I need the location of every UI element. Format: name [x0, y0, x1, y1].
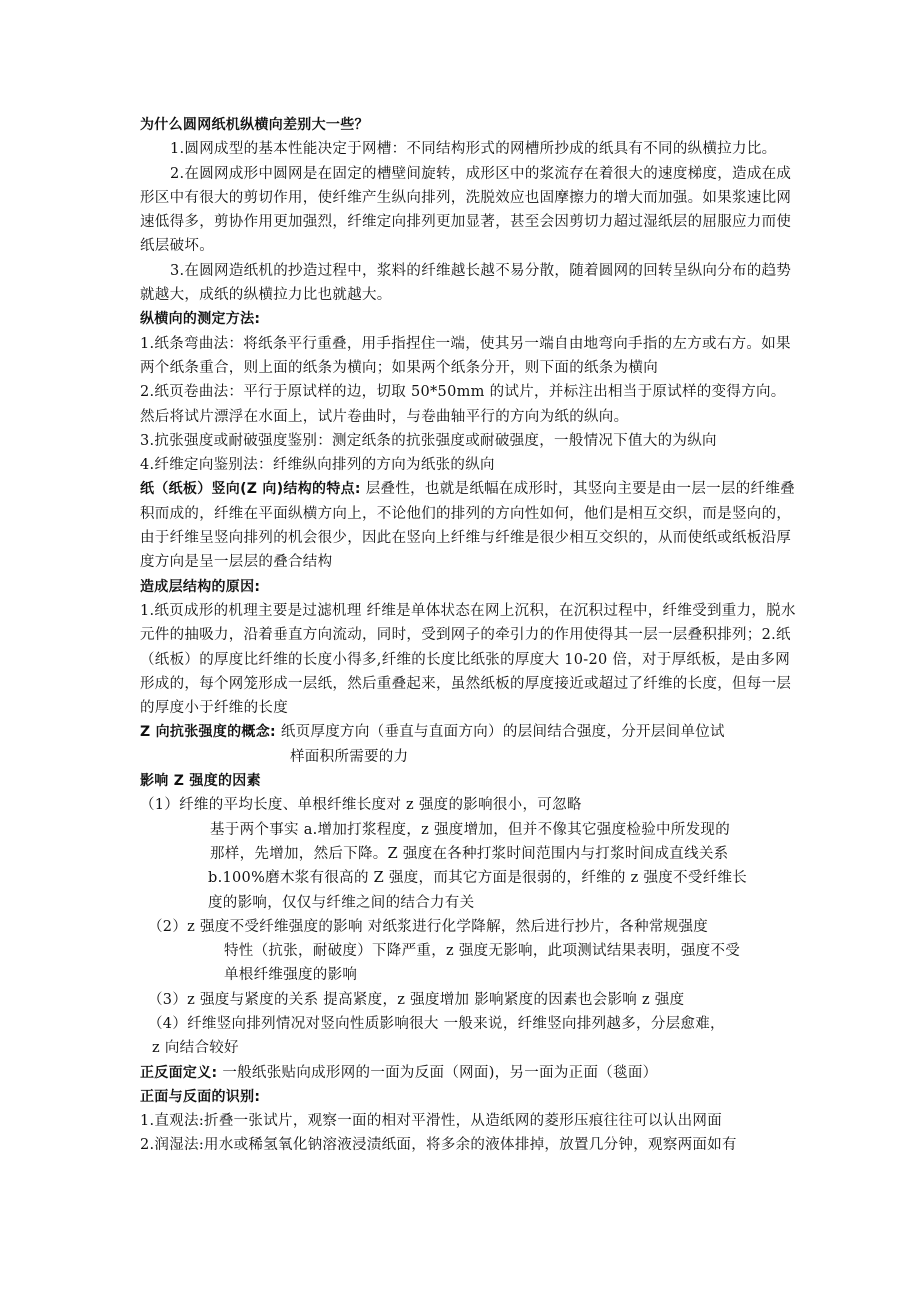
z-structure-paragraph — [140, 477, 800, 574]
doc-title: 为什么圆网纸机纵横向差别大一些？ — [140, 117, 369, 133]
identify-2: 2.润湿法:用水或稀氢氧化钠溶液浸渍纸面，将多余的液体排掉，放置几分钟，观察两面如有 — [140, 1137, 737, 1154]
z-tensile-paragraph — [140, 720, 800, 744]
method-3: 3.抗张强度或耐破强度鉴别：测定纸条的抗张强度或耐破强度，一般情况下值大的为纵向 — [140, 432, 717, 449]
factor-1-a-cont: 那样，先增加，然后下降。Z 强度在各种打浆时间范围内与打浆时间成直线关系 — [210, 845, 729, 862]
method-heading: 纵横向的测定方法: — [140, 311, 261, 328]
layer-heading: 造成层结构的原因: — [140, 578, 261, 595]
layer-text: 1.纸页成形的机理主要是过滤机理 纤维是单体状态在网上沉积，在沉积过程中，纤维受到重力，脱水元件的抽吸力，沿着垂直方向流动，同时，受到网子的牵引力的作用使得其一层一层叠积排列；2.纸（纸板）的厚度比纤维的长度小得多,纤维的长度比纸张的厚度大 10-20 倍，对于厚纸板，是由多网形成的，每个网笼形成一层纸，然后重叠起来，虽然纸板的厚度接近或超过了纤维的长度，但每一层的厚度小于纤维的长度 — [140, 602, 796, 717]
identify-1: 1.直观法:折叠一张试片，观察一面的相对平滑性，从造纸网的菱形压痕往往可以认出网面 — [140, 1113, 723, 1130]
factor-4: （4）纤维竖向排列情况对竖向性质影响很大 一般来说，纤维竖向排列越多，分层愈难， — [148, 1015, 725, 1032]
z-structure-label: 纸（纸板）竖向(Z 向)结构的特点: — [140, 481, 361, 498]
z-structure-text: 层叠性，也就是纸幅在成形时，其竖向主要是由一层一层的纤维叠积而成的，纤维在平面纵横方向上，不论他们的排列的方向性如何，他们是相互交织，而是竖向的，由于纤维呈竖向排列的机会很少，因此在竖向上纤维与纤维是很少相互交织的，从而使纸或纸板沿厚度方向是呈一层层的叠合结构 — [140, 481, 795, 571]
side-definition-paragraph — [140, 1061, 800, 1085]
factor-2-cont: 特性（抗张，耐破度）下降严重，z 强度无影响，此项测试结果表明，强度不受 — [224, 943, 741, 960]
factor-1: （1）纤维的平均长度、单根纤维长度对 z 强度的影响很小，可忽略 — [140, 797, 582, 814]
factor-1-a: 基于两个事实 a.增加打浆程度，z 强度增加，但并不像其它强度检验中所发现的 — [210, 821, 731, 838]
reason-3: 3.在圆网造纸机的抄造过程中，浆料的纤维越长越不易分散，随着圆网的回转呈纵向分布的趋势就越大，成纸的纵横拉力比也就越大。 — [140, 262, 792, 304]
factor-1-b: b.100%磨木浆有很高的 Z 强度，而其它方面是很弱的，纤维的 z 强度不受纤维长 — [208, 870, 748, 887]
method-4: 4.纤维定向鉴别法：纤维纵向排列的方向为纸张的纵向 — [140, 457, 495, 474]
z-tensile-label: Z 向抗张强度的概念: — [140, 724, 276, 741]
identify-heading: 正面与反面的识别: — [140, 1088, 261, 1105]
factor-2: （2）z 强度不受纤维强度的影响 对纸浆进行化学降解，然后进行抄片，各种常规强度 — [148, 918, 709, 935]
method-1: 1.纸条弯曲法：将纸条平行重叠，用手指捏住一端，使其另一端自由地弯向手指的左方或右方。如果两个纸条重合，则上面的纸条为横向；如果两个纸条分开，则下面的纸条为横向 — [140, 335, 791, 376]
reason-1: 1.圆网成型的基本性能决定于网槽：不同结构形式的网槽所抄成的纸具有不同的纵横拉力比。 — [170, 141, 777, 158]
document-page — [140, 113, 800, 1158]
side-definition-label: 正反面定义: — [140, 1064, 218, 1081]
factor-4-cont: z 向结合较好 — [152, 1040, 239, 1057]
factor-2-cont2: 单根纤维强度的影响 — [224, 967, 358, 984]
side-definition-text: 一般纸张贴向成形网的一面为反面（网面)，另一面为正面（毯面） — [217, 1064, 658, 1081]
factors-heading: 影响 Z 强度的因素 — [140, 773, 261, 790]
z-tensile-text-cont: 样面积所需要的力 — [290, 748, 409, 765]
factor-1-b-cont: 度的影响，仅仅与纤维之间的结合力有关 — [208, 894, 475, 911]
reason-2: 2.在圆网成形中圆网是在固定的槽壁间旋转，成形区中的浆流存在着很大的速度梯度，造成在成形区中有很大的剪切作用，使纤维产生纵向排列，洗脱效应也固摩擦力的增大而加强。如果浆速比网速低得多，剪协作用更加强烈，纤维定向排列更加显著，甚至会因剪切力超过湿纸层的屈服应力而使纸层破坏。 — [140, 165, 792, 255]
z-tensile-text: 纸页厚度方向（垂直与直面方向）的层间结合强度，分开层间单位试 — [275, 724, 725, 741]
method-2: 2.纸页卷曲法：平行于原试样的边，切取 50*50mm 的试片，并标注出相当于原试样的变得方向。然后将试片漂浮在水面上，试片卷曲时，与卷曲轴平行的方向为纸的纵向。 — [140, 384, 786, 425]
factor-3: （3）z 强度与紧度的关系 提高紧度，z 强度增加 影响紧度的因素也会影响 z 强度 — [148, 991, 685, 1008]
